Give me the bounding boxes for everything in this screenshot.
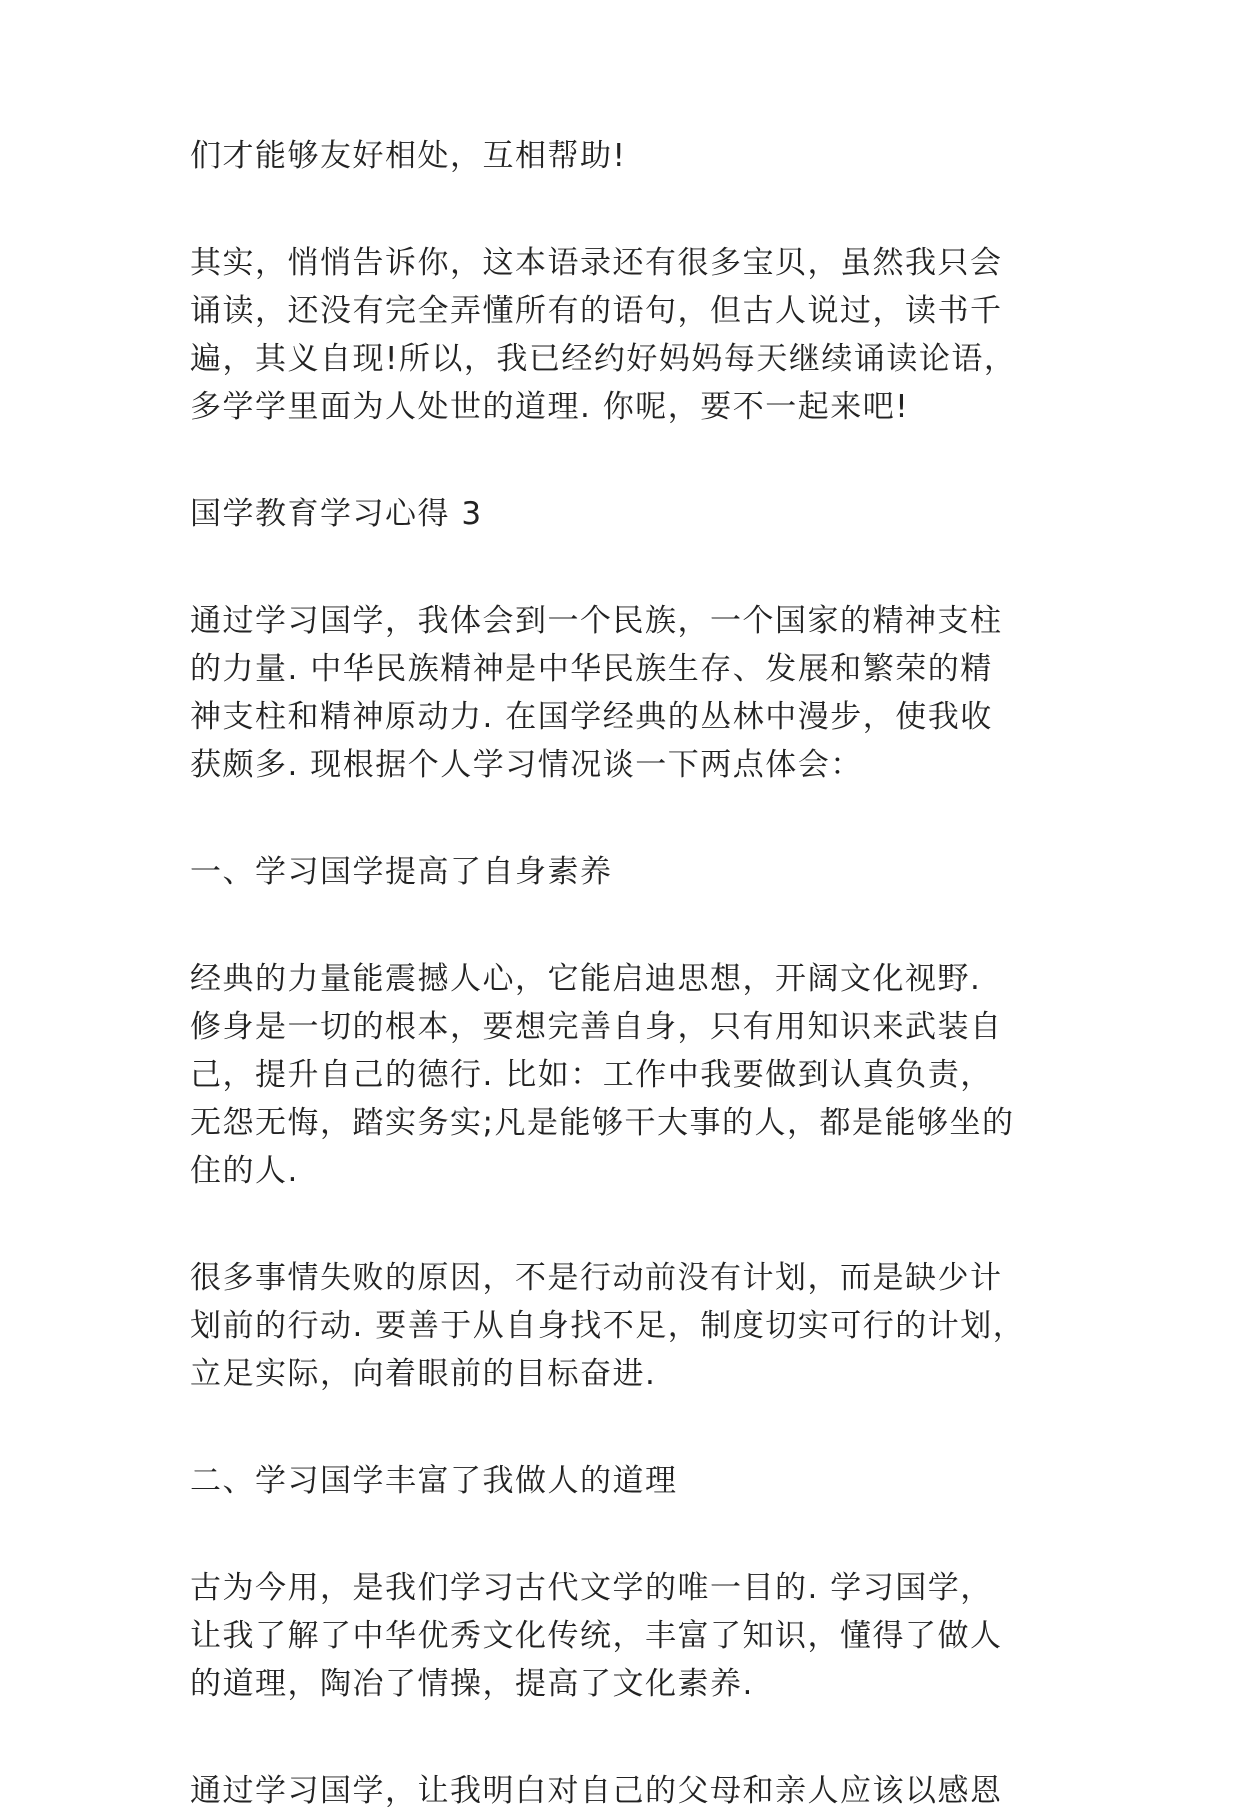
- text-line: 获颇多. 现根据个人学习情况谈一下两点体会：: [190, 747, 863, 783]
- text-line: 诵读，还没有完全弄懂所有的语句，但古人说过，读书千: [190, 293, 1003, 329]
- text-line: 通过学习国学，让我明白对自己的父母和亲人应该以感恩: [190, 1773, 1003, 1809]
- paragraph-gap: [190, 789, 1040, 848]
- paragraph-5: [190, 1254, 1040, 1398]
- text-line: 很多事情失败的原因，不是行动前没有计划，而是缺少计: [190, 1260, 1003, 1296]
- paragraph-7: [190, 1767, 1040, 1815]
- paragraph-gap: [190, 1398, 1040, 1457]
- text-line: 修身是一切的根本，要想完善自身，只有用知识来武装自: [190, 1009, 1003, 1045]
- text-line: 的力量. 中华民族精神是中华民族生存、发展和繁荣的精: [190, 651, 993, 687]
- text-line: 无怨无悔，踏实务实;凡是能够干大事的人，都是能够坐的: [190, 1105, 1015, 1141]
- text-line: 住的人.: [190, 1153, 299, 1189]
- text-line: 划前的行动. 要善于从自身找不足，制度切实可行的计划，: [190, 1308, 1026, 1344]
- paragraph-gap: [190, 1195, 1040, 1254]
- paragraph-3: [190, 597, 1040, 789]
- paragraph-gap: [190, 1505, 1040, 1564]
- paragraph-1: [190, 132, 1040, 180]
- text-line: 多学学里面为人处世的道理. 你呢，要不一起来吧!: [190, 389, 910, 425]
- paragraph-2: [190, 239, 1040, 431]
- subheading-one: 一、学习国学提高了自身素养: [190, 854, 613, 890]
- paragraph-6: [190, 1564, 1040, 1708]
- paragraph-gap: [190, 180, 1040, 239]
- text-line: 遍，其义自现!所以，我已经约好妈妈每天继续诵读论语，: [190, 341, 1017, 377]
- paragraph-gap: [190, 538, 1040, 597]
- text-line: 们才能够友好相处，互相帮助!: [190, 138, 627, 174]
- text-line: 立足实际，向着眼前的目标奋进.: [190, 1356, 657, 1392]
- text-line: 经典的力量能震撼人心，它能启迪思想，开阔文化视野.: [190, 961, 982, 997]
- text-line: 古为今用，是我们学习古代文学的唯一目的. 学习国学，: [190, 1570, 993, 1606]
- document-body: [190, 132, 1040, 1815]
- text-line: 其实，悄悄告诉你，这本语录还有很多宝贝，虽然我只会: [190, 245, 1003, 281]
- paragraph-gap: [190, 431, 1040, 490]
- text-line: 神支柱和精神原动力. 在国学经典的丛林中漫步，使我收: [190, 699, 993, 735]
- text-line: 让我了解了中华优秀文化传统，丰富了知识，懂得了做人: [190, 1618, 1003, 1654]
- paragraph-gap: [190, 1708, 1040, 1767]
- paragraph-4: [190, 955, 1040, 1195]
- paragraph-gap: [190, 896, 1040, 955]
- text-line: 己，提升自己的德行. 比如：工作中我要做到认真负责，: [190, 1057, 993, 1093]
- subheading-two: 二、学习国学丰富了我做人的道理: [190, 1463, 678, 1499]
- text-line: 的道理，陶冶了情操，提高了文化素养.: [190, 1666, 754, 1702]
- text-line: 通过学习国学，我体会到一个民族，一个国家的精神支柱: [190, 603, 1003, 639]
- section-title: 国学教育学习心得 3: [190, 496, 483, 532]
